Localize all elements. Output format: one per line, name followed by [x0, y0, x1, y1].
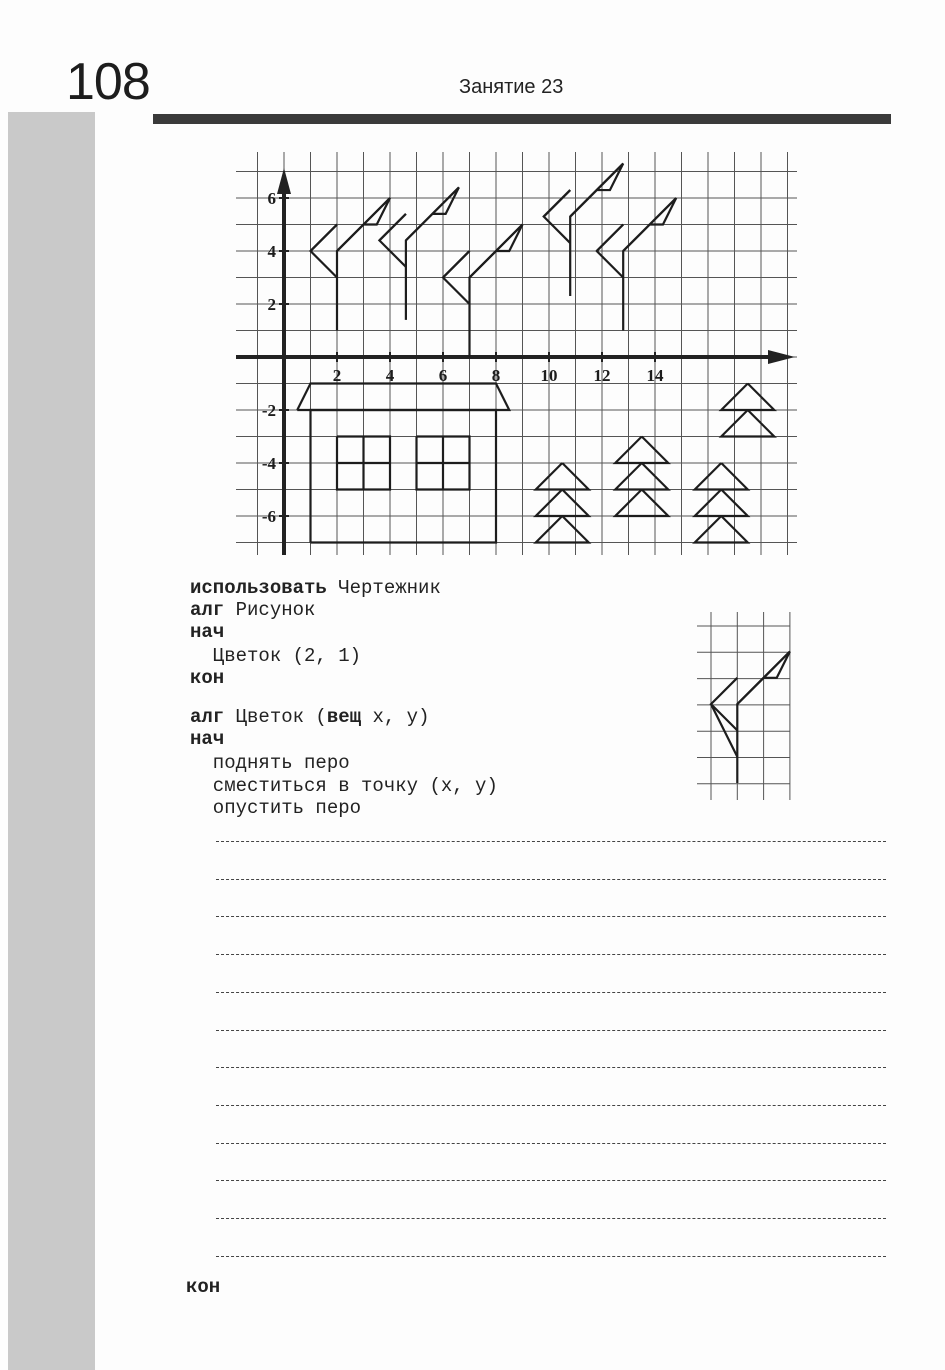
tree-2-tier [615, 463, 668, 490]
tree-3-tier [695, 490, 748, 517]
tree-1-tier [536, 463, 589, 490]
flower-1-leaf-edge [311, 225, 338, 252]
page-number: 108 [66, 53, 150, 111]
tree-1-tier [536, 516, 589, 543]
code-line-begin-2: нач [190, 728, 225, 750]
tree-1-tier [536, 490, 589, 517]
code-line-alg-flower: алг Цветок (вещ x, y) [190, 706, 430, 728]
answer-line [216, 1218, 886, 1219]
flower-2-leaf [379, 214, 406, 267]
tree-2-tier [615, 490, 668, 517]
answer-line [216, 879, 886, 880]
tree-2-tier [615, 437, 668, 464]
page-side-band [0, 112, 95, 1370]
house-roof [297, 384, 509, 411]
y-tick-label: -2 [261, 401, 276, 420]
flower-5-leaf-edge [597, 225, 624, 252]
flower-4-stem [570, 164, 623, 296]
answer-line [216, 1105, 886, 1106]
code-line-end-final: кон [186, 1276, 221, 1298]
code-line-alg-picture: алг Рисунок [190, 599, 316, 621]
tree-4-tier [721, 410, 774, 437]
flower-5-stem [623, 198, 676, 331]
x-tick-label: 14 [646, 366, 664, 385]
x-tick-label: 8 [491, 366, 501, 385]
answer-line [216, 1256, 886, 1257]
answer-line [216, 954, 886, 955]
code-line-call-flower: Цветок (2, 1) [190, 645, 362, 667]
small-flower-leaf-edge [711, 704, 737, 757]
answer-line [216, 1143, 886, 1144]
x-axis-arrow [768, 350, 795, 364]
tree-4-tier [721, 384, 774, 411]
x-tick-label: 4 [385, 366, 395, 385]
flower-2-flowerhead [406, 187, 459, 240]
flower-2-stem [406, 187, 459, 320]
flower-3-leaf-edge [443, 251, 470, 278]
page-edge [0, 0, 8, 1370]
y-tick-label: -6 [261, 507, 276, 526]
lesson-title: Занятие 23 [459, 76, 564, 98]
tree-3-tier [695, 463, 748, 490]
code-line-begin: нач [190, 621, 225, 643]
code-line-use: использовать Чертежник [190, 577, 441, 599]
house-wall [311, 410, 497, 543]
answer-line [216, 1030, 886, 1031]
small-flower-drawing [695, 610, 800, 805]
header-rule [153, 114, 891, 124]
small-flower-leaf [711, 678, 737, 731]
answer-line [216, 841, 886, 842]
y-tick-label: 2 [267, 295, 276, 314]
y-tick-label: 6 [267, 189, 276, 208]
x-tick-label: 2 [332, 366, 342, 385]
grid-lines [236, 152, 797, 555]
flower-2-leaf-edge [379, 214, 406, 241]
answer-line [216, 1067, 886, 1068]
code-line-end: кон [190, 667, 225, 689]
x-tick-label: 10 [540, 366, 558, 385]
y-tick-label: 4 [267, 242, 276, 261]
code-line-pen-up: поднять перо [190, 752, 350, 774]
flower-4-leaf-edge [544, 190, 571, 217]
code-line-pen-down: опустить перо [190, 797, 362, 819]
x-tick-label: 6 [438, 366, 448, 385]
answer-line [216, 992, 886, 993]
y-tick-label: -4 [261, 454, 276, 473]
tree-3-tier [695, 516, 748, 543]
answer-line [216, 1180, 886, 1181]
x-tick-label: 12 [593, 366, 611, 385]
code-line-move-to: сместиться в точку (x, y) [190, 775, 498, 797]
coordinate-grid-drawing [228, 150, 803, 560]
answer-line [216, 916, 886, 917]
